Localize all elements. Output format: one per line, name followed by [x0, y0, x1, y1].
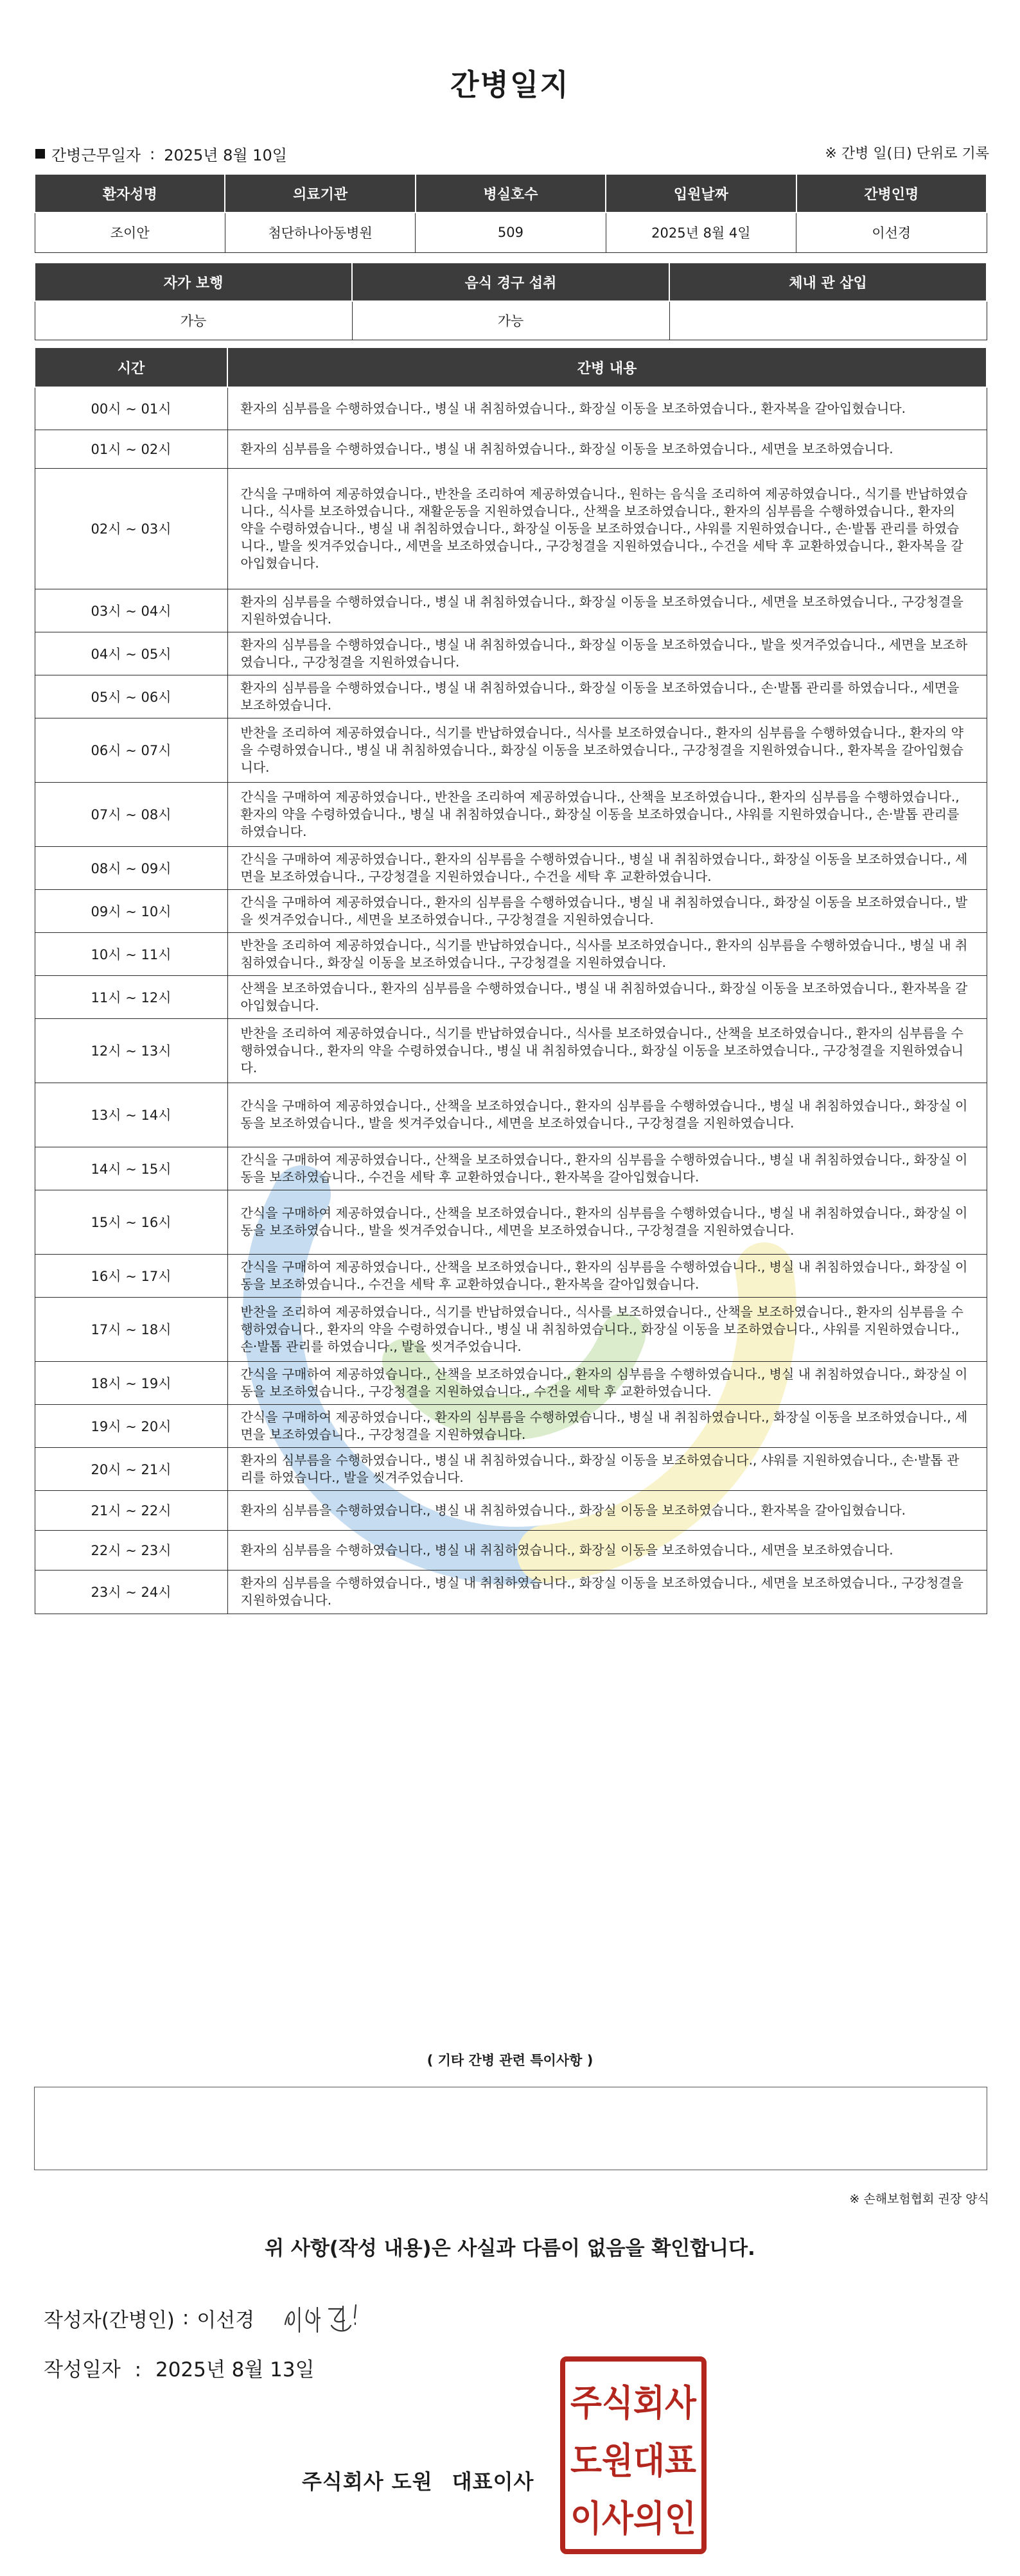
handwritten-signature: [280, 2299, 364, 2337]
care-log-content: 간식을 구매하여 제공하였습니다., 산책을 보조하였습니다., 환자의 심부름을 수행하였습니다., 병실 내 취침하였습니다., 화장실 이동을 보조하였습니다., 수건을 세탁 후 교환하였습니다., 환자복을 갈아입혔습니다.: [227, 1147, 987, 1190]
company-name: 주식회사 도원: [302, 2469, 433, 2494]
self-walking-value: 가능: [35, 301, 352, 340]
care-log-row: [35, 1530, 987, 1570]
confirmation-statement: 위 사항(작성 내용)은 사실과 다름이 없음을 확인합니다.: [265, 2237, 755, 2260]
care-log-time: 05시 ~ 06시: [35, 675, 227, 718]
care-log-time: 22시 ~ 23시: [35, 1530, 227, 1570]
page-title: 간병일지: [450, 67, 570, 102]
care-log-row: [35, 675, 987, 718]
author-label: 작성자(간병인): [44, 2308, 175, 2332]
caregiver-name: 이선경: [796, 213, 987, 252]
care-log-time: 21시 ~ 22시: [35, 1490, 227, 1530]
care-log-content: 환자의 심부름을 수행하였습니다., 병실 내 취침하였습니다., 화장실 이동을 보조하였습니다., 세면을 보조하였습니다., 구강청결을 지원하였습니다.: [227, 1570, 987, 1614]
care-log-time: 07시 ~ 08시: [35, 782, 227, 846]
care-log-content: 간식을 구매하여 제공하였습니다., 산책을 보조하였습니다., 환자의 심부름을 수행하였습니다., 병실 내 취침하였습니다., 화장실 이동을 보조하였습니다., 발을 씻겨주었습니다., 세면을 보조하였습니다., 구강청결을 지원하였습니다.: [227, 1083, 987, 1147]
care-log-time: 13시 ~ 14시: [35, 1083, 227, 1147]
admission-date: 2025년 8월 4일: [606, 213, 796, 252]
care-log-content: 간식을 구매하여 제공하였습니다., 반찬을 조리하여 제공하였습니다., 산책을 보조하였습니다., 환자의 심부름을 수행하였습니다., 환자의 약을 수령하였습니다., 병실 내 취침하였습니다., 화장실 이동을 보조하였습니다., 샤워를 지원하였습니다., 손·발톱 관리를 하였습니다.: [227, 782, 987, 846]
author-separator: :: [182, 2306, 189, 2329]
header-tube-insertion: 체내 관 삽입: [669, 263, 987, 301]
care-log-content: 환자의 심부름을 수행하였습니다., 병실 내 취침하였습니다., 화장실 이동을 보조하였습니다., 손·발톱 관리를 하였습니다., 세면을 보조하였습니다.: [227, 675, 987, 718]
square-bullet-icon: [35, 149, 45, 159]
work-date-label: 간병근무일자: [51, 146, 141, 164]
care-log-content: 산책을 보조하였습니다., 환자의 심부름을 수행하였습니다., 병실 내 취침하였습니다., 화장실 이동을 보조하였습니다., 환자복을 갈아입혔습니다.: [227, 975, 987, 1018]
care-log-time: 11시 ~ 12시: [35, 975, 227, 1018]
header-hospital: 의료기관: [225, 174, 415, 213]
write-date-separator: :: [134, 2358, 142, 2381]
patient-status-table: [34, 262, 987, 340]
company-signature-line: [302, 2466, 545, 2495]
patient-name: 조이안: [35, 213, 225, 252]
care-log-row: [35, 1147, 987, 1190]
care-log-content: 반찬을 조리하여 제공하였습니다., 식기를 반납하였습니다., 식사를 보조하였습니다., 산책을 보조하였습니다., 환자의 심부름을 수행하였습니다., 환자의 약을 수령하였습니다., 병실 내 취침하였습니다., 화장실 이동을 보조하였습니다., 샤워를 지원하였습니다., 손·발톱 관리를 하였습니다., 발을 씻겨주었습니다.: [227, 1297, 987, 1361]
care-log-time: 06시 ~ 07시: [35, 718, 227, 782]
care-log-content: 반찬을 조리하여 제공하였습니다., 식기를 반납하였습니다., 식사를 보조하였습니다., 산책을 보조하였습니다., 환자의 심부름을 수행하였습니다., 환자의 약을 수령하였습니다., 병실 내 취침하였습니다., 화장실 이동을 보조하였습니다., 구강청결을 지원하였습니다.: [227, 1018, 987, 1083]
care-log-row: [35, 1297, 987, 1361]
care-log-content: 환자의 심부름을 수행하였습니다., 병실 내 취침하였습니다., 화장실 이동을 보조하였습니다., 환자복을 갈아입혔습니다.: [227, 1490, 987, 1530]
remarks-box: [34, 2087, 987, 2170]
unit-note: ※ 간병 일(日) 단위로 기록: [825, 146, 989, 162]
care-log-content: 간식을 구매하여 제공하였습니다., 산책을 보조하였습니다., 환자의 심부름을 수행하였습니다., 병실 내 취침하였습니다., 화장실 이동을 보조하였습니다., 발을 씻겨주었습니다., 세면을 보조하였습니다., 구강청결을 지원하였습니다.: [227, 1190, 987, 1254]
care-log-content: 간식을 구매하여 제공하였습니다., 환자의 심부름을 수행하였습니다., 병실 내 취침하였습니다., 화장실 이동을 보조하였습니다., 세면을 보조하였습니다., 구강청결을 지원하였습니다.: [227, 1404, 987, 1447]
care-log-time: 08시 ~ 09시: [35, 846, 227, 889]
care-log-time: 10시 ~ 11시: [35, 932, 227, 975]
header-caregiver: 간병인명: [796, 174, 987, 213]
care-log-time: 09시 ~ 10시: [35, 889, 227, 932]
care-log-row: [35, 1190, 987, 1254]
remarks-title: ( 기타 간병 관련 특이사항 ): [426, 2053, 594, 2068]
room-number: 509: [416, 213, 606, 252]
care-log-time: 00시 ~ 01시: [35, 387, 227, 430]
patient-info-header-row: [35, 174, 987, 213]
care-log-body: [35, 387, 987, 1614]
care-log-row: [35, 430, 987, 468]
care-log-time: 20시 ~ 21시: [35, 1447, 227, 1490]
header-admission-date: 입원날짜: [606, 174, 796, 213]
care-log-row: [35, 1570, 987, 1614]
care-log-row: [35, 718, 987, 782]
care-log-row: [35, 589, 987, 632]
care-log-content: 간식을 구매하여 제공하였습니다., 환자의 심부름을 수행하였습니다., 병실 내 취침하였습니다., 화장실 이동을 보조하였습니다., 발을 씻겨주었습니다., 세면을 보조하였습니다., 구강청결을 지원하였습니다.: [227, 889, 987, 932]
care-log-header-row: [35, 347, 987, 387]
care-log-table: [34, 347, 987, 1614]
header-oral-intake: 음식 경구 섭취: [352, 263, 669, 301]
header-patient-name: 환자성명: [35, 174, 225, 213]
form-footnote: ※ 손해보험협회 권장 양식: [849, 2192, 989, 2206]
care-log-content: 환자의 심부름을 수행하였습니다., 병실 내 취침하였습니다., 화장실 이동을 보조하였습니다., 샤워를 지원하였습니다., 손·발톱 관리를 하였습니다., 발을 씻겨주었습니다.: [227, 1447, 987, 1490]
care-log-row: [35, 387, 987, 430]
svg-text:주식회사: 주식회사: [570, 2383, 697, 2424]
write-date-label: 작성일자: [44, 2358, 121, 2381]
care-log-time: 19시 ~ 20시: [35, 1404, 227, 1447]
header-care-content: 간병 내용: [227, 347, 987, 387]
care-log-time: 18시 ~ 19시: [35, 1361, 227, 1404]
care-log-row: [35, 782, 987, 846]
company-seal-stamp: [560, 2356, 707, 2554]
care-log-content: 간식을 구매하여 제공하였습니다., 산책을 보조하였습니다., 환자의 심부름을 수행하였습니다., 병실 내 취침하였습니다., 화장실 이동을 보조하였습니다., 구강청결을 지원하였습니다., 수건을 세탁 후 교환하였습니다.: [227, 1361, 987, 1404]
care-log-row: [35, 932, 987, 975]
patient-info-value-row: [35, 213, 987, 252]
care-log-time: 23시 ~ 24시: [35, 1570, 227, 1614]
care-log-content: 간식을 구매하여 제공하였습니다., 반찬을 조리하여 제공하였습니다., 원하는 음식을 조리하여 제공하였습니다., 식기를 반납하였습니다., 식사를 보조하였습니다., 재활운동을 지원하였습니다., 산책을 보조하였습니다., 환자의 심부름을 수행하였습니다., 환자의 약을 수령하였습니다., 병실 내 취침하였습니다., 화장실 이동을 보조하였습니다., 샤워를 지원하였습니다., 손·발톱 관리를 하였습니다., 발을 씻겨주었습니다., 세면을 보조하였습니다., 구강청결을 지원하였습니다., 수건을 세탁 후 교환하였습니다., 환자복을 갈아입혔습니다.: [227, 468, 987, 589]
work-date-line: [35, 143, 287, 165]
header-room: 병실호수: [416, 174, 606, 213]
write-date-value: 2025년 8월 13일: [155, 2358, 315, 2381]
care-log-row: [35, 1254, 987, 1297]
care-log-row: [35, 468, 987, 589]
care-log-content: 환자의 심부름을 수행하였습니다., 병실 내 취침하였습니다., 화장실 이동을 보조하였습니다., 세면을 보조하였습니다., 구강청결을 지원하였습니다.: [227, 589, 987, 632]
header-time: 시간: [35, 347, 227, 387]
care-log-time: 12시 ~ 13시: [35, 1018, 227, 1083]
care-log-content: 환자의 심부름을 수행하였습니다., 병실 내 취침하였습니다., 화장실 이동을 보조하였습니다., 발을 씻겨주었습니다., 세면을 보조하였습니다., 구강청결을 지원하였습니다.: [227, 632, 987, 675]
care-log-row: [35, 975, 987, 1018]
care-log-time: 16시 ~ 17시: [35, 1254, 227, 1297]
care-log-row: [35, 1083, 987, 1147]
care-log-row: [35, 1447, 987, 1490]
status-value-row: [35, 301, 987, 340]
care-log-time: 03시 ~ 04시: [35, 589, 227, 632]
work-date-value: 2025년 8월 10일: [164, 146, 287, 164]
header-self-walking: 자가 보행: [35, 263, 352, 301]
care-log-content: 간식을 구매하여 제공하였습니다., 산책을 보조하였습니다., 환자의 심부름을 수행하였습니다., 병실 내 취침하였습니다., 화장실 이동을 보조하였습니다., 수건을 세탁 후 교환하였습니다., 환자복을 갈아입혔습니다.: [227, 1254, 987, 1297]
company-title: 대표이사: [452, 2469, 534, 2494]
care-log-time: 02시 ~ 03시: [35, 468, 227, 589]
care-log-time: 01시 ~ 02시: [35, 430, 227, 468]
work-date-separator: :: [150, 144, 155, 163]
care-log-time: 04시 ~ 05시: [35, 632, 227, 675]
svg-text:이사의인: 이사의인: [570, 2498, 696, 2540]
care-log-row: [35, 1018, 987, 1083]
care-log-row: [35, 1404, 987, 1447]
care-log-row: [35, 1490, 987, 1530]
care-log-time: 15시 ~ 16시: [35, 1190, 227, 1254]
care-log-content: 반찬을 조리하여 제공하였습니다., 식기를 반납하였습니다., 식사를 보조하였습니다., 환자의 심부름을 수행하였습니다., 환자의 약을 수령하였습니다., 병실 내 취침하였습니다., 화장실 이동을 보조하였습니다., 구강청결을 지원하였습니다., 환자복을 갈아입혔습니다.: [227, 718, 987, 782]
care-log-content: 환자의 심부름을 수행하였습니다., 병실 내 취침하였습니다., 화장실 이동을 보조하였습니다., 세면을 보조하였습니다.: [227, 1530, 987, 1570]
care-log-content: 간식을 구매하여 제공하였습니다., 환자의 심부름을 수행하였습니다., 병실 내 취침하였습니다., 화장실 이동을 보조하였습니다., 세면을 보조하였습니다., 구강청결을 지원하였습니다., 수건을 세탁 후 교환하였습니다.: [227, 846, 987, 889]
care-log-row: [35, 1361, 987, 1404]
tube-insertion-value: [669, 301, 987, 340]
oral-intake-value: 가능: [352, 301, 669, 340]
status-header-row: [35, 263, 987, 301]
care-log-time: 14시 ~ 15시: [35, 1147, 227, 1190]
care-log-row: [35, 632, 987, 675]
svg-text:도원대표: 도원대표: [570, 2441, 696, 2482]
hospital-name: 첨단하나아동병원: [225, 213, 415, 252]
write-date-line: [44, 2353, 315, 2382]
care-log-content: 반찬을 조리하여 제공하였습니다., 식기를 반납하였습니다., 식사를 보조하였습니다., 환자의 심부름을 수행하였습니다., 병실 내 취침하였습니다., 화장실 이동을 보조하였습니다., 구강청결을 지원하였습니다.: [227, 932, 987, 975]
care-log-content: 환자의 심부름을 수행하였습니다., 병실 내 취침하였습니다., 화장실 이동을 보조하였습니다., 세면을 보조하였습니다.: [227, 430, 987, 468]
author-line: [44, 2299, 364, 2337]
author-name: 이선경: [197, 2308, 255, 2332]
care-log-content: 환자의 심부름을 수행하였습니다., 병실 내 취침하였습니다., 화장실 이동을 보조하였습니다., 환자복을 갈아입혔습니다.: [227, 387, 987, 430]
care-log-row: [35, 889, 987, 932]
patient-info-table: [34, 173, 987, 253]
care-log-row: [35, 846, 987, 889]
care-log-time: 17시 ~ 18시: [35, 1297, 227, 1361]
